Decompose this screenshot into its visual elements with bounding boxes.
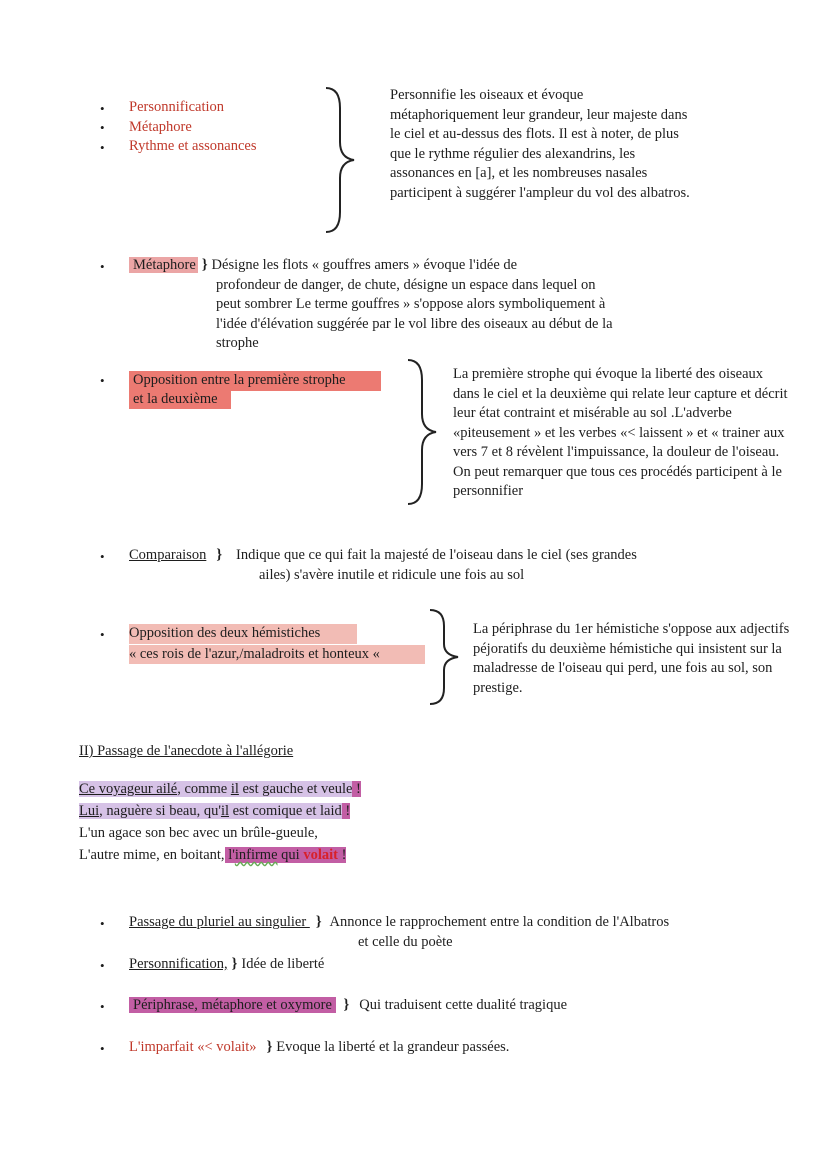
right-brace-icon <box>404 358 440 506</box>
metaphore-label: Métaphore <box>129 257 198 273</box>
section-title: II) Passage de l'anecdote à l'allégorie <box>79 743 294 759</box>
brace-symbol: } <box>216 547 223 563</box>
bullet: • <box>100 101 105 116</box>
hemistiches-label-line2: « ces rois de l'azur,/maladroits et honteux « <box>129 646 380 662</box>
right-brace-icon <box>426 608 462 706</box>
block2-line: Désigne les flots « gouffres amers » évoque l'idée de <box>211 257 518 273</box>
bullet: • <box>100 140 105 155</box>
bullet: • <box>100 120 105 135</box>
bullet: • <box>100 958 105 973</box>
block4-line2: ailes) s'avère inutile et ridicule une fois au sol <box>259 567 525 583</box>
brace-symbol: } <box>231 956 238 972</box>
poem-line-4: L'autre mime, en boitant, l'infirme qui volait ! <box>79 847 347 863</box>
bullet: • <box>100 1041 105 1056</box>
bullet: • <box>100 916 105 931</box>
opposition-label-line2: et la deuxième <box>133 391 218 407</box>
block5-text: La périphrase du 1er hémistiche s'oppose aux adjectifs péjoratifs du deuxième hémistiche qui insistent sur la maladresse de l'oiseau qui perd, une fois au sol, son prestige. <box>473 621 790 696</box>
item-rythme: Rythme et assonances <box>129 138 257 154</box>
block2-line: profondeur de danger, de chute, désigne un espace dans lequel on <box>216 277 596 293</box>
block3-text: La première strophe qui évoque la liberté des oiseaux dans le ciel et la deuxième qui relate leur capture et décrit leur état contraint et misérable au sol .L'adverbe «piteusement » et les verbes «< laissent » et « trainer aux vers 7 et 8 révèlent l'impuissance, la douleur de l'oiseau. On peut remarquer que tous ces procédés participent à le personnifier <box>453 366 788 499</box>
bullet: • <box>100 259 105 274</box>
block1-text: Personnifie les oiseaux et évoque métaphoriquement leur grandeur, leur majeste dans le ciel et au-dessus des flots. Il est à noter, de plus que le rythme régulier des alexandrins, les assonances en [a], et les nombreuses nasales participent à suggérer l'ampleur du vol des albatros. <box>390 87 690 201</box>
block2-line: l'idée d'élévation suggérée par le vol libre des oiseaux au début de la <box>216 316 613 332</box>
bullet: • <box>100 549 105 564</box>
list2-item-2: Personnification, } Idée de liberté <box>129 955 324 975</box>
brace-symbol: } <box>343 997 350 1013</box>
list2-item-1: Passage du pluriel au singulier } Annonce le rapprochement entre la condition de l'Albatros <box>129 913 669 933</box>
block4-line1: Indique que ce qui fait la majesté de l'oiseau dans le ciel (ses grandes <box>236 547 637 563</box>
brace-symbol: } <box>266 1039 273 1055</box>
block4-first-line <box>129 546 637 566</box>
poem-line-2: Lui, naguère si beau, qu'il est comique et laid ! <box>79 803 351 819</box>
bullet: • <box>100 999 105 1014</box>
list2-item-1-line2: et celle du poète <box>358 934 453 950</box>
list2-item-4: L'imparfait «< volait» } Evoque la liberté et la grandeur passées. <box>129 1038 509 1058</box>
brace-symbol: } <box>315 914 322 930</box>
bullet: • <box>100 373 105 388</box>
item-metaphore: Métaphore <box>129 119 192 135</box>
brace-symbol: } <box>201 257 208 273</box>
block2-line: peut sombrer Le terme gouffres » s'oppose alors symboliquement à <box>216 296 606 312</box>
block2-first-line <box>129 256 517 276</box>
comparaison-label: Comparaison <box>129 547 207 563</box>
right-brace-icon <box>322 86 358 234</box>
item-personnification: Personnification <box>129 99 225 115</box>
hemistiches-label-line1: Opposition des deux hémistiches <box>129 625 321 641</box>
bullet: • <box>100 627 105 642</box>
list2-item-3: Périphrase, métaphore et oxymore } Qui traduisent cette dualité tragique <box>129 996 567 1016</box>
opposition-label-line1: Opposition entre la première strophe <box>133 372 346 388</box>
block2-line: strophe <box>216 335 259 351</box>
poem-line-1: Ce voyageur ailé, comme il est gauche et veule ! <box>79 781 361 797</box>
poem-line-3: L'un agace son bec avec un brûle-gueule, <box>79 825 318 841</box>
